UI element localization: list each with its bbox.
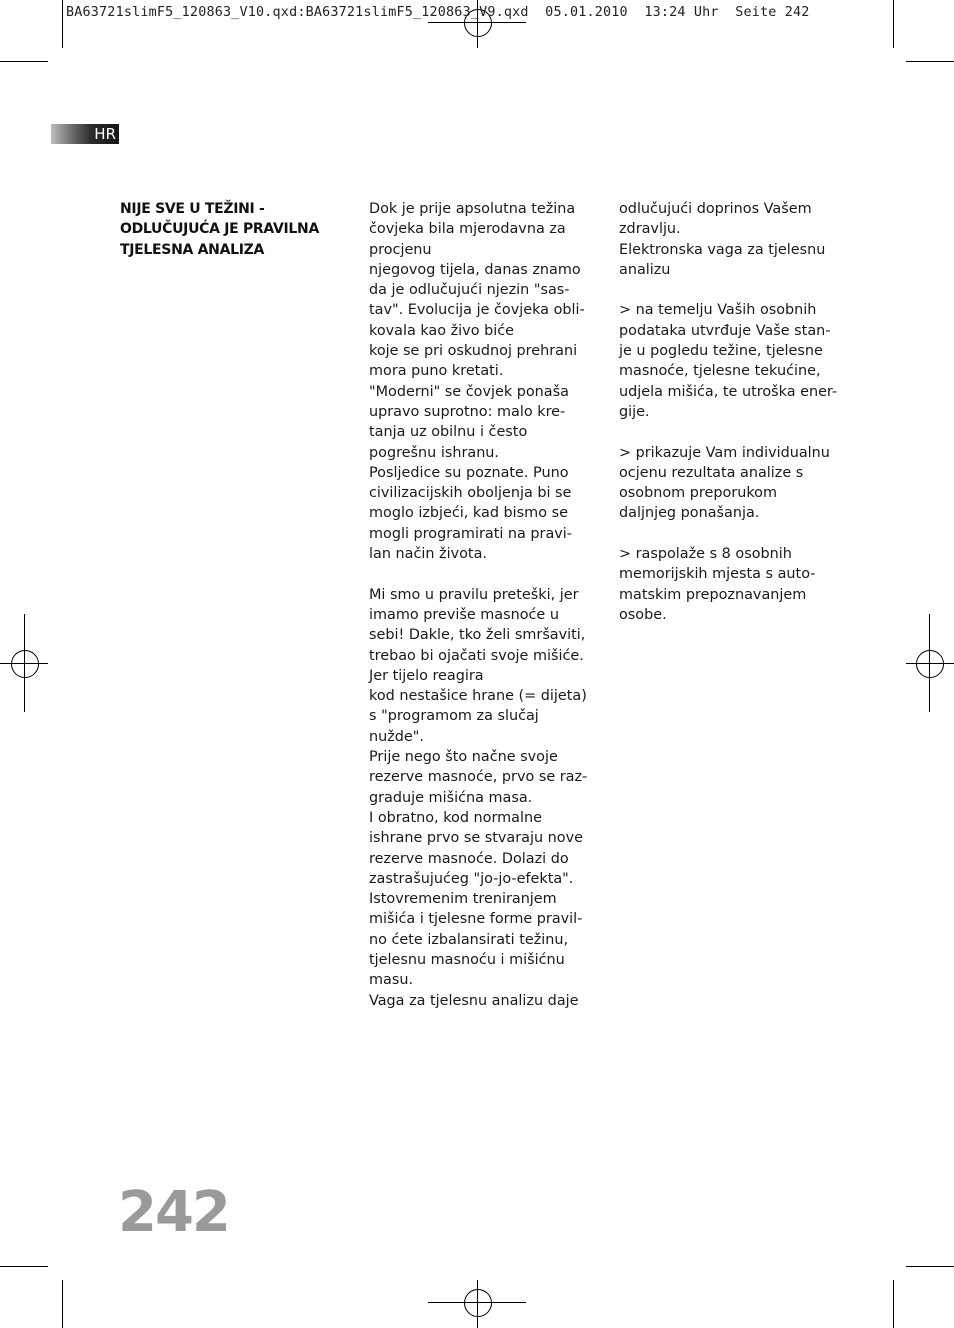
- text-line: rezerve masnoće, prvo se raz-: [369, 769, 588, 786]
- print-slug-line: BA63721slimF5_120863_V10.qxd:BA63721slimF5_120863_V9.qxd 05.01.2010 13:24 Uhr Seite 242: [66, 5, 810, 20]
- text-line: matskim prepoznavanjem: [619, 586, 807, 603]
- text-line: je u pogledu težine, tjelesne: [619, 343, 823, 360]
- text-line: sebi! Dakle, tko želi smršaviti,: [369, 627, 586, 644]
- text-line: civilizacijskih oboljenja bi se: [369, 485, 572, 502]
- crop-mark: [0, 61, 48, 62]
- text-line: moglo izbjeći, kad bismo se: [369, 505, 568, 522]
- text-line: mora puno kretati.: [369, 363, 504, 380]
- text-line: osobe.: [619, 606, 667, 623]
- text-line: osobnom preporukom: [619, 485, 777, 502]
- language-code: HR: [94, 125, 116, 143]
- text-line: ocjenu rezultata analize s: [619, 464, 804, 481]
- text-line: s "programom za slučaj: [369, 708, 539, 725]
- heading-line: ODLUČUJUĆA JE PRAVILNA: [120, 221, 320, 238]
- text-line: masu.: [369, 972, 414, 989]
- crop-mark: [893, 1280, 894, 1328]
- text-line: > prikazuje Vam individualnu: [619, 444, 830, 461]
- text-line: Mi smo u pravilu preteški, jer: [369, 586, 579, 603]
- text-line: odlučujući doprinos Vašem: [619, 201, 812, 217]
- text-line: procjenu: [369, 241, 432, 258]
- crop-mark: [62, 1280, 63, 1328]
- text-line: masnoće, tjelesne tekućine,: [619, 363, 821, 380]
- text-line: tav". Evolucija je čovjeka obli-: [369, 302, 585, 319]
- text-line: ishrane prvo se stvaraju nove: [369, 830, 583, 847]
- text-line: da je odlučujući njezin "sas-: [369, 282, 570, 299]
- language-tab: [51, 124, 119, 144]
- text-line: memorijskih mjesta s auto-: [619, 566, 816, 583]
- text-line: Dok je prije apsolutna težina: [369, 201, 576, 217]
- text-line: mogli programirati na pravi-: [369, 525, 572, 542]
- text-line: daljnjeg ponašanja.: [619, 505, 760, 522]
- text-line: lan način života.: [369, 546, 487, 563]
- crop-mark: [906, 1266, 954, 1267]
- text-line: I obratno, kod normalne: [369, 809, 542, 826]
- crop-mark: [62, 0, 63, 48]
- text-line: Vaga za tjelesnu analizu daje: [369, 992, 579, 1009]
- text-line: [619, 280, 844, 300]
- text-line: Istovremenim treniranjem: [369, 891, 557, 908]
- text-line: graduje mišićna masa.: [369, 789, 533, 806]
- text-line: tjelesnu masnoću i mišićnu: [369, 951, 565, 968]
- section-heading: [120, 199, 350, 260]
- text-line: pogrešnu ishranu.: [369, 444, 500, 461]
- text-line: gije.: [619, 403, 650, 420]
- body-column-2: [369, 199, 594, 1011]
- crop-mark: [906, 61, 954, 62]
- text-line: zastrašujućeg "jo-jo-efekta".: [369, 870, 574, 887]
- page-number: 242: [118, 1180, 229, 1245]
- crop-mark: [0, 1266, 48, 1267]
- text-line: rezerve masnoće. Dolazi do: [369, 850, 569, 867]
- text-line: koje se pri oskudnoj prehrani: [369, 343, 578, 360]
- text-line: Prije nego što načne svoje: [369, 749, 558, 766]
- text-line: imamo previše masnoće u: [369, 606, 559, 623]
- text-line: mišića i tjelesne forme pravil-: [369, 911, 583, 928]
- text-line: čovjeka bila mjerodavna za: [369, 221, 566, 238]
- text-line: > raspolaže s 8 osobnih: [619, 546, 792, 563]
- text-line: upravo suprotno: malo kre-: [369, 403, 566, 420]
- text-line: nužde".: [369, 728, 424, 745]
- text-line: [369, 564, 594, 584]
- crop-mark: [893, 0, 894, 48]
- text-line: analizu: [619, 261, 671, 278]
- text-line: Jer tijelo reagira: [369, 667, 484, 684]
- text-line: kod nestašice hrane (= dijeta): [369, 688, 587, 705]
- text-line: tanja uz obilnu i često: [369, 424, 528, 441]
- text-line: Posljedice su poznate. Puno: [369, 464, 569, 481]
- heading-line: TJELESNA ANALIZA: [120, 241, 265, 258]
- text-line: no ćete izbalansirati težinu,: [369, 931, 569, 948]
- text-line: kovala kao živo biće: [369, 322, 514, 339]
- text-line: > na temelju Vaših osobnih: [619, 302, 817, 319]
- heading-line: NIJE SVE U TEŽINI -: [120, 201, 265, 217]
- text-line: udjela mišića, te utroška ener-: [619, 383, 838, 400]
- text-line: zdravlju.: [619, 221, 681, 238]
- text-line: [619, 422, 844, 442]
- text-line: podataka utvrđuje Vaše stan-: [619, 322, 831, 339]
- body-column-3: [619, 199, 844, 625]
- text-line: Elektronska vaga za tjelesnu: [619, 241, 826, 258]
- text-line: trebao bi ojačati svoje mišiće.: [369, 647, 584, 664]
- text-line: "Moderni" se čovjek ponaša: [369, 383, 569, 400]
- text-line: [619, 524, 844, 544]
- text-line: njegovog tijela, danas znamo: [369, 261, 581, 278]
